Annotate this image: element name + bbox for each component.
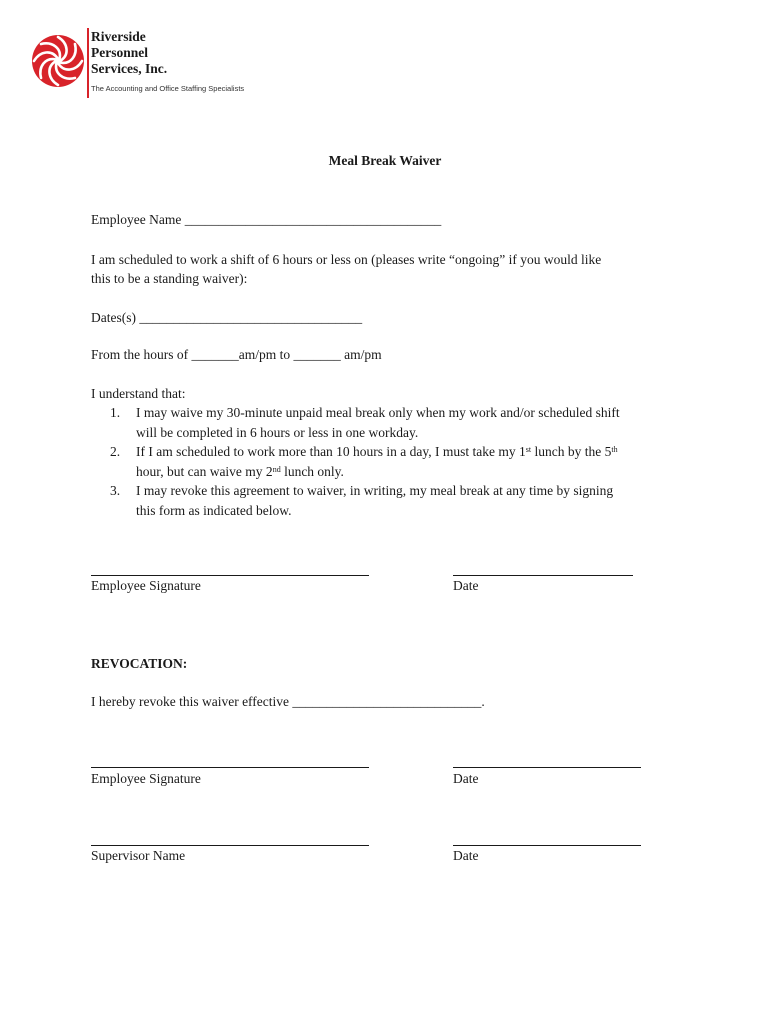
red-swirl-logo-icon — [30, 33, 86, 89]
list-item — [110, 481, 710, 520]
company-name-line-2: Personnel — [91, 45, 148, 60]
superscript: th — [611, 445, 618, 454]
revocation-date-line[interactable] — [453, 767, 641, 768]
revocation-employee-signature-label: Employee Signature — [91, 771, 201, 786]
list-item-text-part: If I am scheduled to work more than 10 hours in a day, I must take my 1 — [136, 444, 526, 459]
supervisor-name-label: Supervisor Name — [91, 848, 186, 863]
list-item-text: I may revoke this agreement to waiver, in writing, my meal break at any time by signing — [136, 483, 614, 498]
company-name-line-3: Services, Inc. — [91, 61, 168, 76]
employee-signature-label: Employee Signature — [91, 578, 201, 593]
list-item-text: will be completed in 6 hours or less in one workday. — [136, 424, 419, 440]
revocation-statement[interactable]: I hereby revoke this waiver effective ____________________________. — [91, 694, 485, 709]
list-item-text: I may waive my 30-minute unpaid meal break only when my work and/or scheduled shift — [136, 405, 620, 420]
list-item-number: 3. — [110, 483, 121, 498]
list-item-text-part: lunch only. — [280, 463, 344, 479]
supervisor-name-line[interactable] — [91, 845, 369, 846]
company-name — [91, 29, 167, 77]
list-item-text-part: lunch by the 5 — [531, 444, 612, 459]
list-item-number: 2. — [110, 444, 121, 459]
list-item-text — [136, 442, 710, 462]
revocation-heading: REVOCATION: — [91, 656, 188, 671]
understand-heading: I understand that: — [91, 386, 186, 401]
header-divider — [87, 28, 89, 98]
list-item-text: this form as indicated below. — [136, 502, 292, 518]
hours-field[interactable]: From the hours of _______am/pm to _______ am/pm — [91, 347, 382, 362]
date-label: Date — [453, 578, 479, 593]
list-item-number: 1. — [110, 405, 121, 420]
list-item-text — [136, 462, 710, 482]
supervisor-date-line[interactable] — [453, 845, 641, 846]
form-title: Meal Break Waiver — [328, 153, 442, 168]
dates-field[interactable]: Dates(s) _________________________________ — [91, 310, 363, 325]
employee-signature-line[interactable] — [91, 575, 369, 576]
list-item — [110, 403, 710, 442]
revocation-employee-signature-line[interactable] — [91, 767, 369, 768]
company-tagline: The Accounting and Office Staffing Specialists — [91, 84, 245, 93]
superscript: st — [525, 445, 532, 454]
superscript: nd — [272, 464, 281, 474]
company-name-line-1: Riverside — [91, 29, 146, 44]
revocation-date-label: Date — [453, 771, 479, 786]
date-line[interactable] — [453, 575, 633, 576]
supervisor-date-label: Date — [453, 848, 479, 863]
terms-list — [110, 403, 710, 520]
schedule-statement-line-1: I am scheduled to work a shift of 6 hours or less on (pleases write “ongoing” if you would like — [91, 252, 602, 267]
employee-name-field[interactable]: Employee Name ______________________________________ — [91, 212, 442, 227]
list-item — [110, 442, 710, 481]
list-item-text-part: hour, but can waive my 2 — [136, 463, 273, 479]
schedule-statement-line-2: this to be a standing waiver): — [91, 271, 248, 286]
